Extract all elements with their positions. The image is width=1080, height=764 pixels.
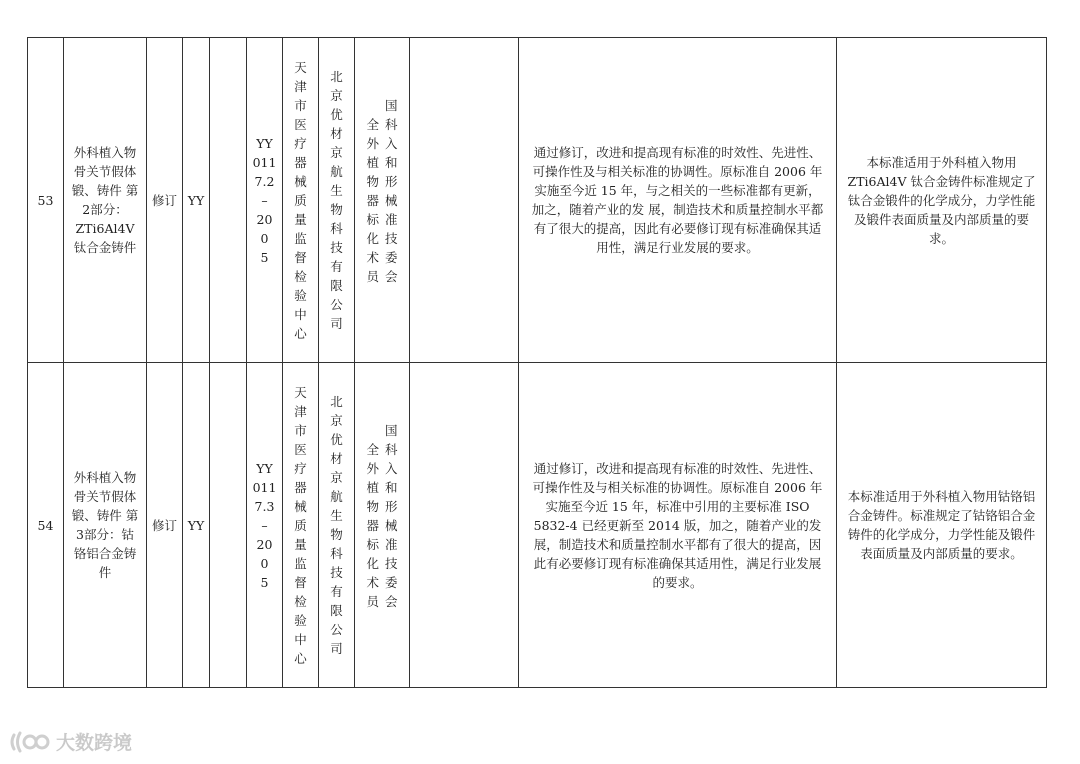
table-row bbox=[28, 363, 1047, 688]
empty-cell bbox=[210, 363, 247, 688]
standards-table bbox=[27, 37, 1047, 688]
scope-cell bbox=[837, 363, 1047, 688]
committee-col-2: 国 科 入 和 形 械 准 技 委 会 bbox=[385, 97, 398, 284]
row-number: 53 bbox=[28, 38, 64, 363]
row-number: 54 bbox=[28, 363, 64, 688]
purpose-cell bbox=[519, 363, 837, 688]
standard-class: YY bbox=[183, 38, 210, 363]
watermark-logo-icon bbox=[8, 729, 52, 755]
table-row bbox=[28, 38, 1047, 363]
committee-col-1: 全 外 植 物 器 标 化 术 员 bbox=[366, 441, 379, 609]
committee bbox=[355, 422, 409, 611]
watermark-text: 大数跨境 bbox=[56, 732, 133, 754]
watermark bbox=[8, 728, 132, 755]
purpose-text: 通过修订，改进和提高现有标准的时效性、先进性、可操作性及与相关标准的协调性。原标准自 2006 年实施至今近 15 年，标准中引用的主要标准 ISO 5832-4 已经更新至 2014 版，加之，随着产业的发展，制造技术和质量控制水平都有了很大的提高，因此有必要修订现有标准确保其适用性，满足行业发展的要求。 bbox=[532, 460, 823, 590]
standard-name-cell bbox=[64, 363, 147, 688]
participating-unit-cell bbox=[319, 363, 355, 688]
standard-name-cell bbox=[64, 38, 147, 363]
empty-cell bbox=[410, 363, 519, 688]
standard-class: YY bbox=[183, 363, 210, 688]
replaced-standard: YY 011 7.3 – 20 0 5 bbox=[252, 460, 277, 590]
drafting-unit-cell bbox=[283, 38, 319, 363]
drafting-unit-cell bbox=[283, 363, 319, 688]
committee-cell bbox=[355, 38, 410, 363]
committee-cell bbox=[355, 363, 410, 688]
replaced-standard-cell bbox=[247, 363, 283, 688]
revision-type: 修订 bbox=[147, 38, 183, 363]
replaced-standard: YY 011 7.2 – 20 0 5 bbox=[252, 135, 277, 265]
drafting-unit: 天 津 市 医 疗 器 械 质 量 监 督 检 验 中 心 bbox=[294, 59, 307, 341]
drafting-unit: 天 津 市 医 疗 器 械 质 量 监 督 检 验 中 心 bbox=[294, 384, 307, 666]
empty-cell bbox=[210, 38, 247, 363]
participating-unit: 北 京 优 材 京 航 生 物 科 技 有 限 公 司 bbox=[330, 69, 343, 331]
replaced-standard-cell bbox=[247, 38, 283, 363]
purpose-text: 通过修订，改进和提高现有标准的时效性、先进性、可操作性及与相关标准的协调性。原标准自 2006 年实施至今近 15 年，与之相关的一些标准都有更新，加之，随着产业的发 展，制造技术和质量控制水平都有了很大的提高，因此有必要修订现有标准确保其适用性，满足行业发展的要求。 bbox=[531, 145, 824, 255]
empty-cell bbox=[410, 38, 519, 363]
participating-unit-cell bbox=[319, 38, 355, 363]
participating-unit: 北 京 优 材 京 航 生 物 科 技 有 限 公 司 bbox=[330, 394, 343, 656]
revision-type: 修订 bbox=[147, 363, 183, 688]
committee-col-1: 全 外 植 物 器 标 化 术 员 bbox=[366, 116, 379, 284]
scope-text: 本标准适用于外科植入物用钴铬铝合金铸件。标准规定了钴铬铝合金铸件的化学成分，力学性能及锻件表面质量及内部质量的要求。 bbox=[847, 489, 1036, 561]
scope-text: 本标准适用于外科植入物用 ZTi6Al4V 钛合金铸件标准规定了钛合金锻件的化学成分，力学性能及锻件表面质量及内部质量的要求。 bbox=[847, 154, 1036, 246]
committee bbox=[355, 97, 409, 286]
standard-name: 外科植入物骨关节假体锻、铸件 第2部分：ZTi6Al4V钛合金铸件 bbox=[71, 145, 139, 255]
scope-cell bbox=[837, 38, 1047, 363]
purpose-cell bbox=[519, 38, 837, 363]
committee-col-2: 国 科 入 和 形 械 准 技 委 会 bbox=[385, 422, 398, 609]
standard-name: 外科植入物骨关节假体锻、铸件 第3部分：钴铬铝合金铸件 bbox=[71, 470, 139, 580]
